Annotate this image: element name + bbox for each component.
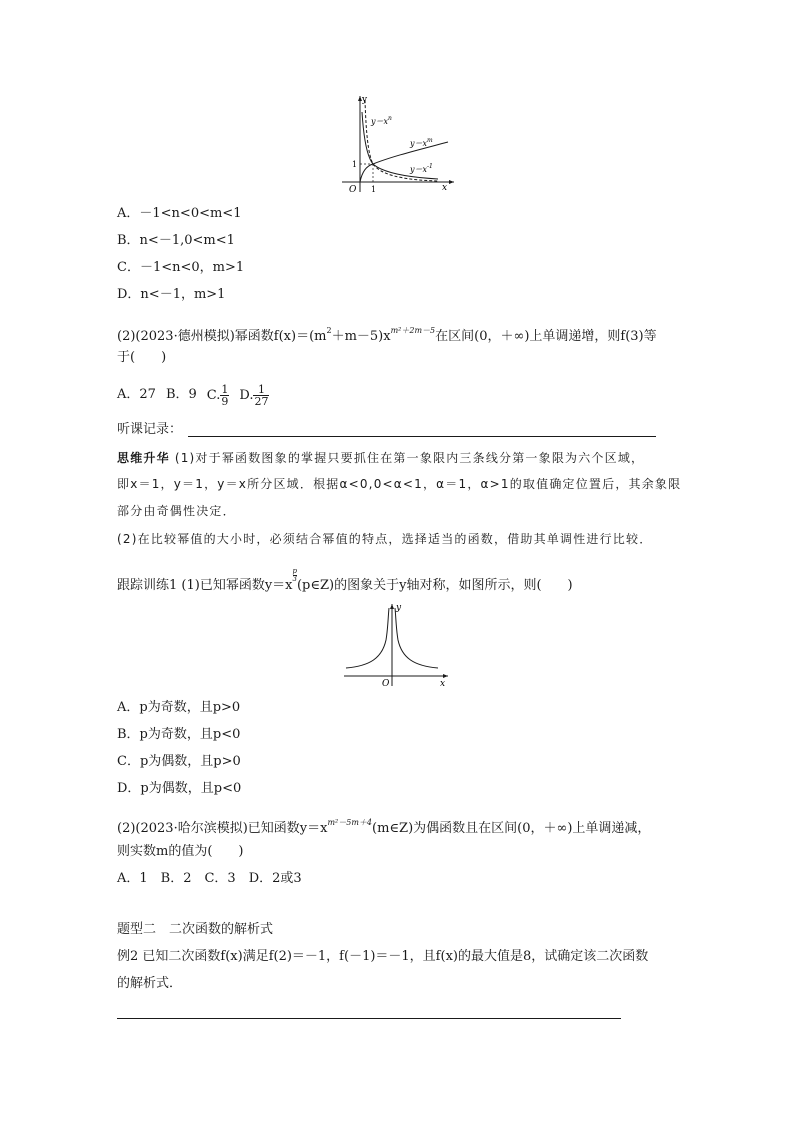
thinking-line2: 即x＝1，y＝1，y＝x所分区域．根据α<0,0<α<1，α＝1，α>1的取值确定位置后，其余象限 — [117, 477, 682, 491]
y-axis-label: y — [396, 603, 402, 613]
y-axis-label: y — [362, 95, 368, 105]
answer-underline[interactable] — [117, 1018, 621, 1019]
q2-option-b: B．9 — [165, 387, 197, 402]
q2-option-c: C. $\frac{1}{9}$ — [206, 382, 229, 408]
thinking-line3: 部分由奇偶性决定． — [117, 504, 236, 518]
q2-stem-line2: 于( ) — [117, 350, 167, 365]
y-axis-arrow-icon — [390, 604, 394, 609]
q2-stem: (2)(2023·德州模拟)幂函数$f(x)=(m^2+m-5)x^{m^2+2m-5}$在区间(0，＋∞)上单调递增，则f(3)等 — [117, 326, 657, 344]
training-stem: 跟踪训练1 (1)已知幂函数y＝x p 3 (p∈Z)的图象关于y轴对称，如图所示，则( ) — [117, 567, 573, 593]
t1-option-a: A．p为奇数，且p>0 — [117, 700, 241, 715]
t1-option-b: B．p为奇数，且p<0 — [117, 727, 241, 742]
q2-option-a: A．27 — [117, 387, 156, 402]
t1-option-c: C．p为偶数，且p>0 — [117, 754, 241, 769]
q1-option-d: D．n<－1，m>1 — [117, 287, 226, 302]
thinking-line1: 思维升华 (1)对于幂函数图象的掌握只要抓住在第一象限内三条线分第一象限为六个区域， — [117, 451, 645, 465]
q1-option-a: A．－1<n<0<m<1 — [117, 206, 242, 221]
q2-option-d: D. $\frac{1}{27}$ — [239, 382, 269, 408]
example-line1: 例2 已知二次函数f(x)满足f(2)＝－1，f(－1)＝－1，且f(x)的最大值是8，试确定该二次函数 — [117, 949, 649, 964]
x-axis-arrow-icon — [449, 180, 454, 184]
origin-label: O — [349, 185, 357, 195]
thinking-line4: (2)在比较幂值的大小时，必须结合幂值的特点，选择适当的函数，借助其单调性进行比较． — [117, 532, 653, 546]
x-axis-arrow-icon — [443, 674, 448, 678]
power-functions-graph — [338, 92, 458, 196]
t2-stem: (2)(2023·哈尔滨模拟)已知函数$y=x^{m^2-5m+4}(m\in Z)$为偶函数且在区间(0，＋∞)上单调递减， — [117, 818, 651, 836]
notes-label: 听课记录： — [117, 422, 183, 437]
curve-right — [395, 608, 438, 668]
q1-option-c: C．－1<n<0，m>1 — [117, 260, 245, 275]
thinking-title: 思维升华 — [117, 451, 170, 465]
section-title: 题型二 二次函数的解析式 — [117, 922, 274, 937]
q2-options — [117, 378, 269, 412]
t2-options: A．1 B．2 C．3 D．2或3 — [117, 871, 302, 886]
x-axis-label: x — [440, 679, 446, 689]
t2-stem-line2: 则实数m的值为( ) — [117, 844, 244, 859]
label-x-n: $y=x^n$ — [371, 115, 392, 126]
x-axis-label: x — [442, 183, 448, 193]
origin-label: O — [382, 679, 390, 689]
y-one-label: 1 — [352, 160, 358, 169]
notes-underline[interactable] — [188, 436, 656, 437]
t1-option-d: D．p为偶数，且p<0 — [117, 781, 242, 796]
example-line2: 的解析式． — [117, 976, 183, 991]
training-graph — [340, 600, 452, 690]
label-x-inverse: $y=x^{-1}$ — [410, 163, 433, 174]
q1-option-b: B．n<－1,0<m<1 — [117, 233, 235, 248]
x-one-label: 1 — [371, 185, 377, 194]
curve-left — [346, 608, 389, 668]
label-x-m: $y=x^m$ — [410, 137, 433, 148]
